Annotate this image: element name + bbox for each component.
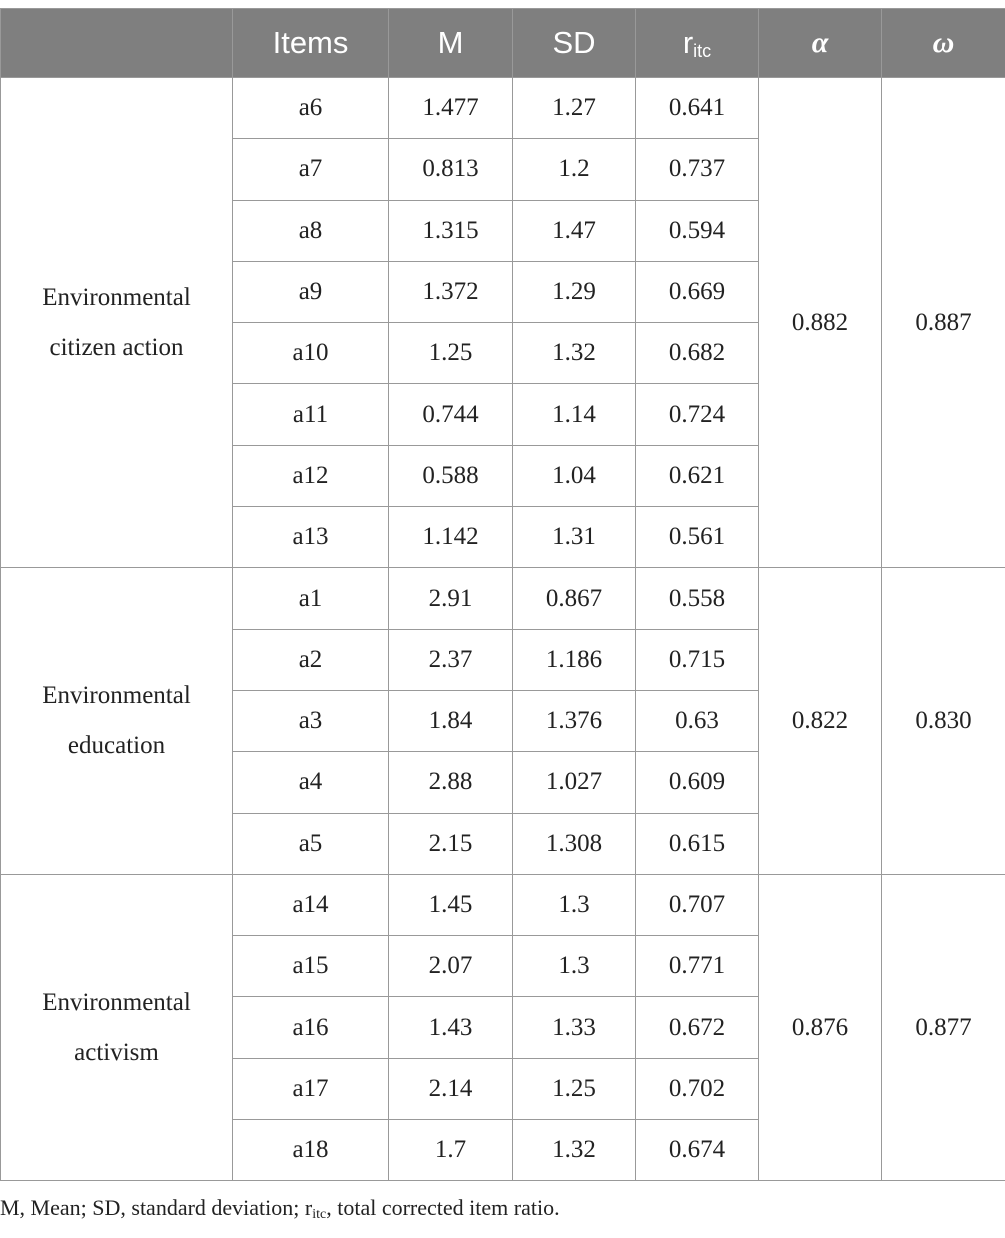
- cell-item: a11: [233, 384, 389, 445]
- cell-sd: 1.32: [513, 1120, 636, 1181]
- header-alpha: α: [759, 9, 882, 78]
- cell-item: a12: [233, 445, 389, 506]
- header-m: M: [389, 9, 513, 78]
- cell-sd: 1.14: [513, 384, 636, 445]
- cell-sd: 1.3: [513, 874, 636, 935]
- cell-ritc: 0.594: [636, 200, 759, 261]
- cell-m: 1.84: [389, 690, 513, 751]
- cell-item: a4: [233, 752, 389, 813]
- group-label-line2: activism: [74, 1038, 159, 1066]
- group-omega: 0.887: [882, 78, 1005, 568]
- cell-m: 0.744: [389, 384, 513, 445]
- header-ritc-sub: itc: [693, 40, 712, 61]
- cell-sd: 1.31: [513, 507, 636, 568]
- cell-item: a8: [233, 200, 389, 261]
- cell-m: 0.588: [389, 445, 513, 506]
- cell-item: a1: [233, 568, 389, 629]
- cell-item: a15: [233, 936, 389, 997]
- cell-m: 0.813: [389, 139, 513, 200]
- cell-ritc: 0.737: [636, 139, 759, 200]
- cell-sd: 1.04: [513, 445, 636, 506]
- table-row: [1, 78, 1005, 139]
- cell-ritc: 0.672: [636, 997, 759, 1058]
- cell-item: a14: [233, 874, 389, 935]
- cell-m: 1.477: [389, 78, 513, 139]
- cell-sd: 0.867: [513, 568, 636, 629]
- cell-sd: 1.25: [513, 1058, 636, 1119]
- footnote-text-end: , total corrected item ratio.: [326, 1195, 560, 1220]
- cell-sd: 1.027: [513, 752, 636, 813]
- cell-ritc: 0.674: [636, 1120, 759, 1181]
- table-body: [1, 78, 1005, 1181]
- cell-ritc: 0.621: [636, 445, 759, 506]
- cell-m: 1.7: [389, 1120, 513, 1181]
- cell-ritc: 0.771: [636, 936, 759, 997]
- cell-ritc: 0.558: [636, 568, 759, 629]
- cell-item: a18: [233, 1120, 389, 1181]
- group-label-line1: Environmental: [42, 988, 191, 1016]
- cell-ritc: 0.561: [636, 507, 759, 568]
- cell-item: a17: [233, 1058, 389, 1119]
- header-row: [1, 9, 1005, 78]
- cell-ritc: 0.715: [636, 629, 759, 690]
- cell-item: a10: [233, 323, 389, 384]
- cell-sd: 1.27: [513, 78, 636, 139]
- table-footnote: [0, 1195, 560, 1223]
- group-alpha: 0.876: [759, 874, 882, 1180]
- cell-item: a16: [233, 997, 389, 1058]
- cell-sd: 1.3: [513, 936, 636, 997]
- cell-m: 2.14: [389, 1058, 513, 1119]
- group-label-line2: education: [67, 732, 166, 760]
- table-row: [1, 874, 1005, 935]
- cell-ritc: 0.707: [636, 874, 759, 935]
- footnote-text-start: M, Mean; SD, standard deviation; r: [0, 1195, 313, 1220]
- group-label-line2: citizen action: [49, 333, 184, 361]
- cell-item: a13: [233, 507, 389, 568]
- cell-m: 1.372: [389, 261, 513, 322]
- cell-ritc: 0.724: [636, 384, 759, 445]
- cell-sd: 1.2: [513, 139, 636, 200]
- header-omega: ω: [882, 9, 1005, 78]
- cell-sd: 1.376: [513, 690, 636, 751]
- cell-m: 1.25: [389, 323, 513, 384]
- cell-ritc: 0.615: [636, 813, 759, 874]
- cell-m: 1.142: [389, 507, 513, 568]
- cell-m: 1.45: [389, 874, 513, 935]
- group-label: [1, 874, 233, 1180]
- group-omega: 0.830: [882, 568, 1005, 874]
- cell-m: 2.37: [389, 629, 513, 690]
- cell-ritc: 0.682: [636, 323, 759, 384]
- cell-m: 2.07: [389, 936, 513, 997]
- group-label: [1, 568, 233, 874]
- cell-sd: 1.32: [513, 323, 636, 384]
- cell-item: a9: [233, 261, 389, 322]
- cell-item: a5: [233, 813, 389, 874]
- cell-item: a3: [233, 690, 389, 751]
- cell-ritc: 0.609: [636, 752, 759, 813]
- reliability-table: [0, 8, 1005, 1181]
- header-ritc: [636, 9, 759, 78]
- cell-item: a2: [233, 629, 389, 690]
- cell-sd: 1.33: [513, 997, 636, 1058]
- cell-ritc: 0.63: [636, 690, 759, 751]
- group-label-line1: Environmental: [42, 682, 191, 710]
- cell-sd: 1.308: [513, 813, 636, 874]
- cell-ritc: 0.641: [636, 78, 759, 139]
- cell-item: a7: [233, 139, 389, 200]
- group-label: [1, 78, 233, 568]
- cell-m: 1.43: [389, 997, 513, 1058]
- group-omega: 0.877: [882, 874, 1005, 1180]
- cell-ritc: 0.702: [636, 1058, 759, 1119]
- cell-m: 2.15: [389, 813, 513, 874]
- header-ritc-base: r: [682, 24, 694, 60]
- cell-sd: 1.47: [513, 200, 636, 261]
- cell-sd: 1.186: [513, 629, 636, 690]
- cell-ritc: 0.669: [636, 261, 759, 322]
- group-alpha: 0.822: [759, 568, 882, 874]
- cell-sd: 1.29: [513, 261, 636, 322]
- header-items: Items: [233, 9, 389, 78]
- table-row: [1, 568, 1005, 629]
- cell-m: 2.88: [389, 752, 513, 813]
- cell-m: 1.315: [389, 200, 513, 261]
- group-alpha: 0.882: [759, 78, 882, 568]
- header-group: [1, 9, 233, 78]
- header-sd: SD: [513, 9, 636, 78]
- cell-item: a6: [233, 78, 389, 139]
- cell-m: 2.91: [389, 568, 513, 629]
- group-label-line1: Environmental: [42, 283, 191, 311]
- footnote-subscript: itc: [312, 1207, 327, 1222]
